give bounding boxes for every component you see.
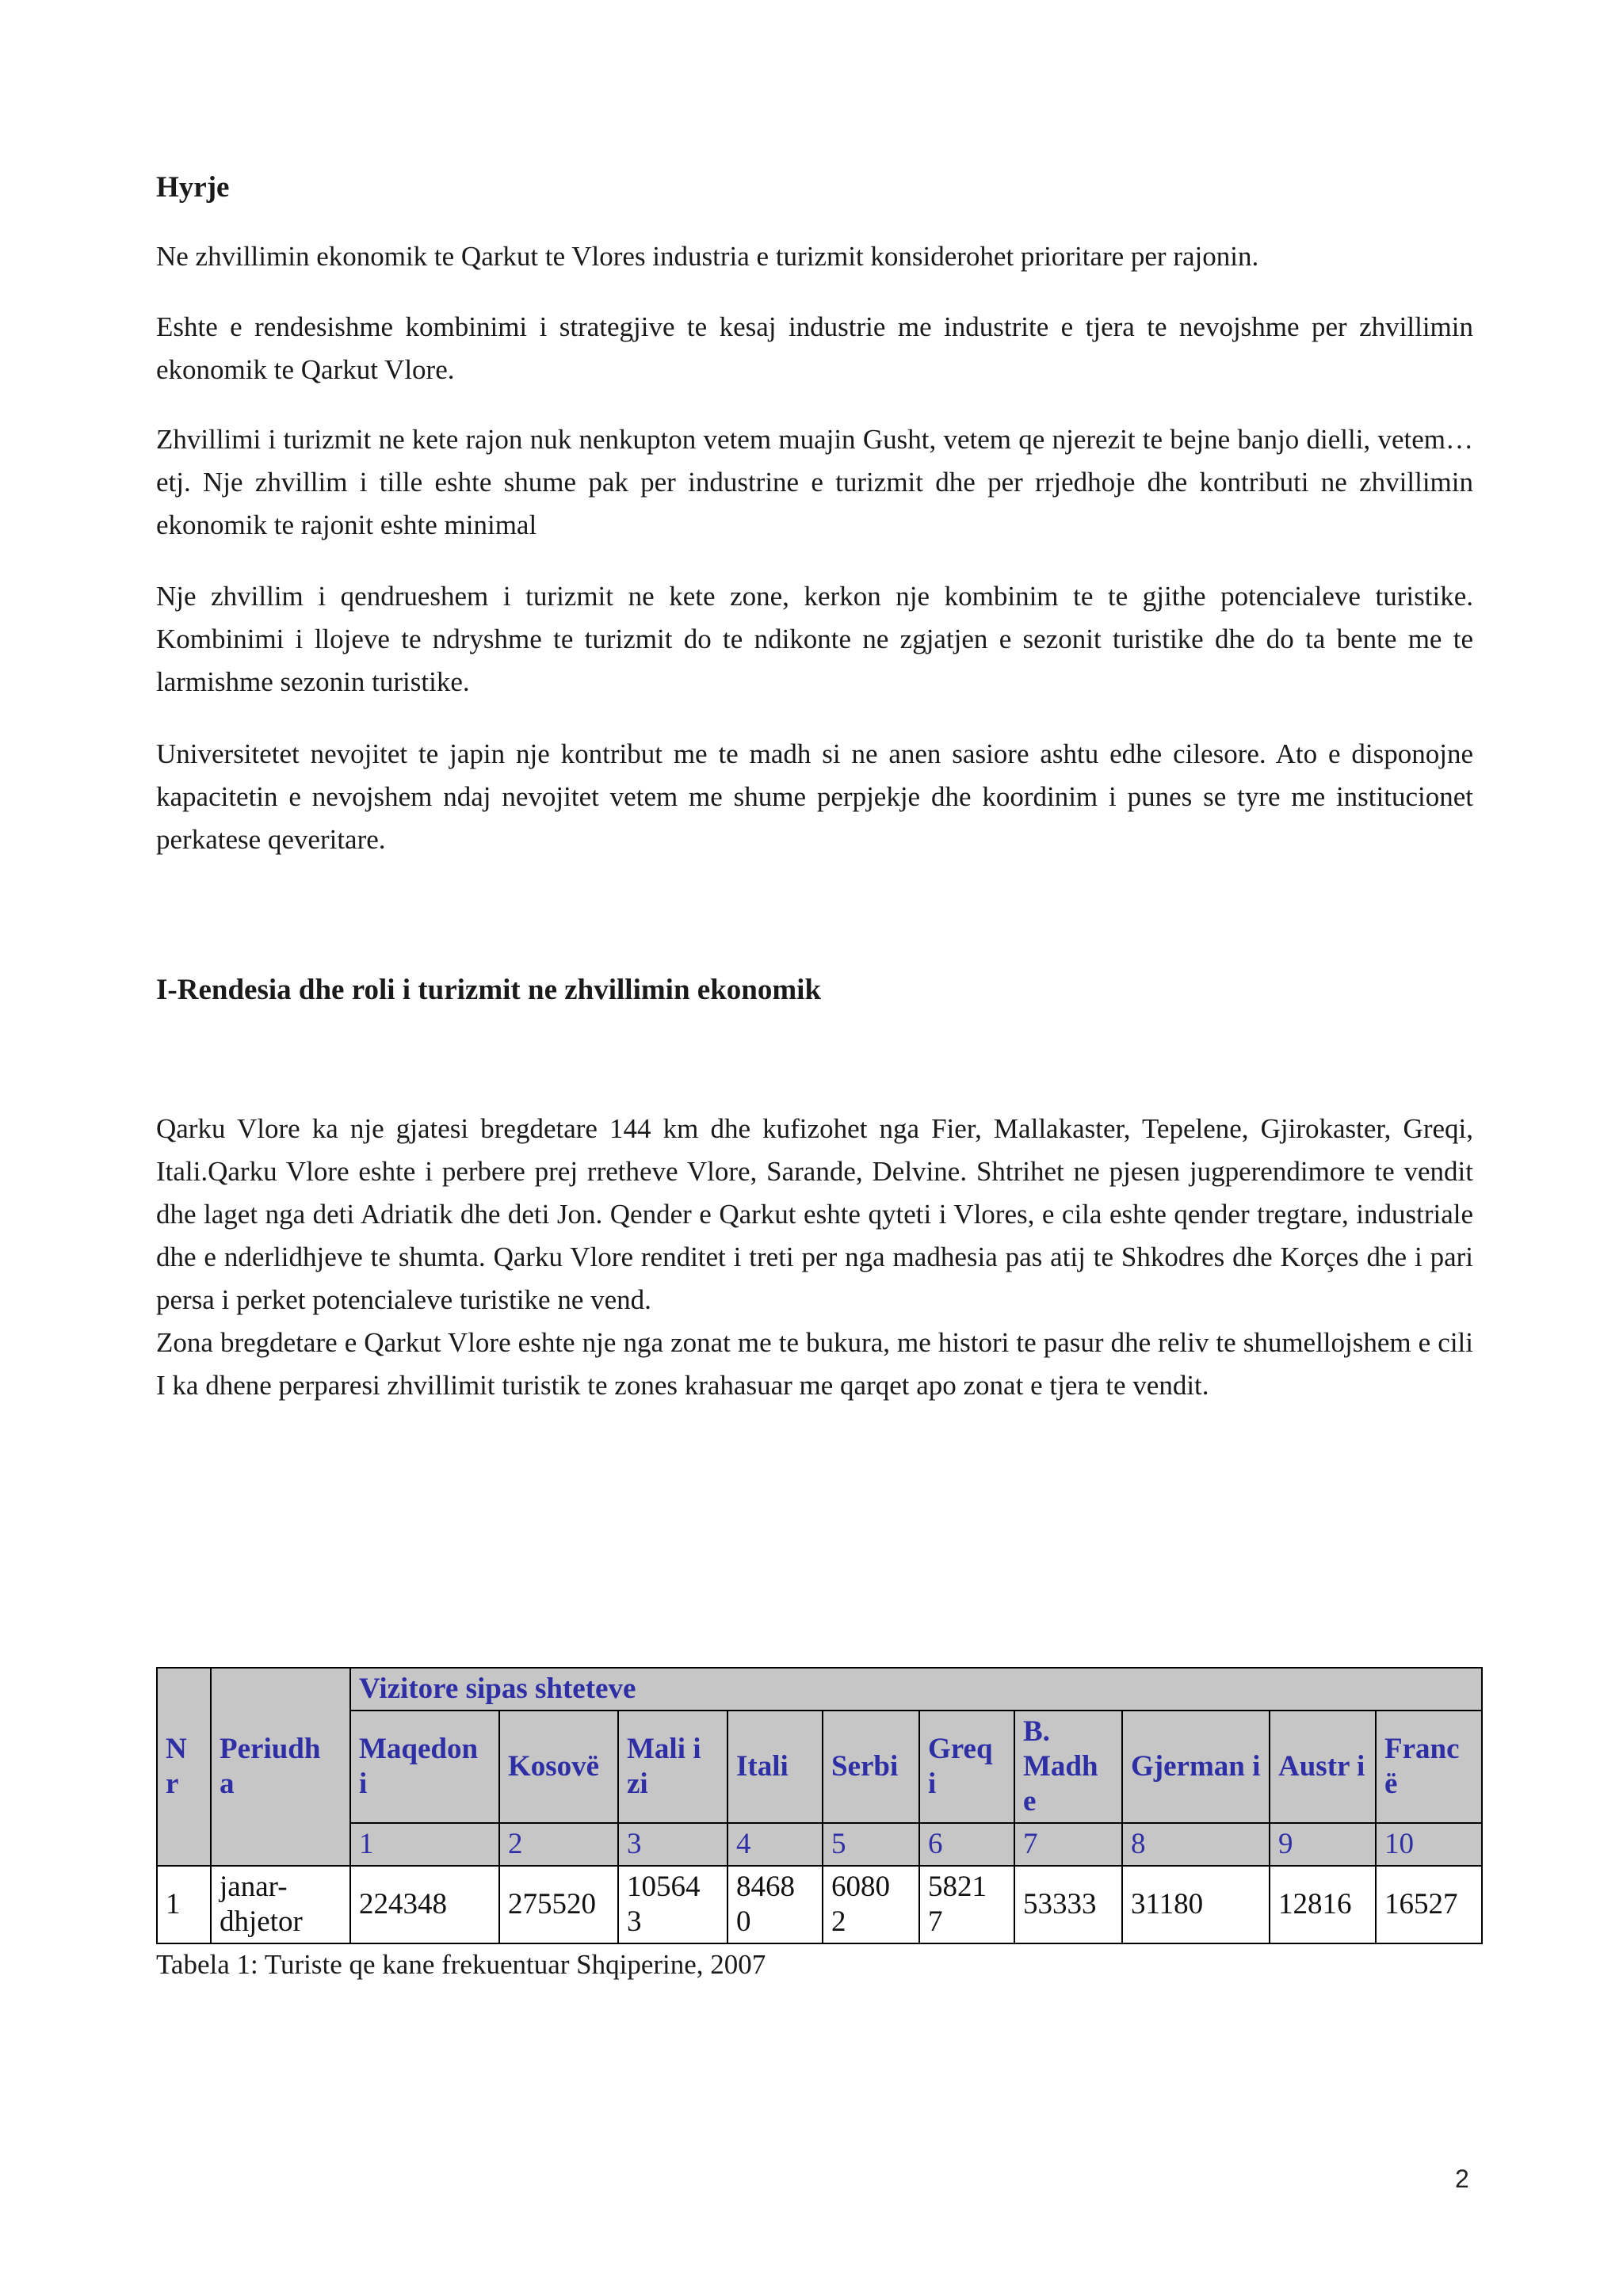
intro-paragraph-3: Zhvillimi i turizmit ne kete rajon nuk nenkupton vetem muajin Gusht, vetem qe njerezit te bejne banjo dielli, vetem…etj. Nje zhvillim i tille eshte shume pak per industrine e turizmit dhe per rrjedhoje dhe kontributi ne zhvillimin ekonomik te rajonit eshte minimal bbox=[156, 424, 1473, 540]
row-value: 10564 3 bbox=[618, 1866, 727, 1943]
intro-section bbox=[156, 166, 1473, 861]
header-country: Maqedon i bbox=[350, 1711, 499, 1823]
heading-intro: Hyrje bbox=[156, 171, 230, 204]
page-number: 2 bbox=[1455, 2164, 1469, 2193]
header-number: 4 bbox=[727, 1823, 823, 1866]
row-value: 6080 2 bbox=[823, 1866, 919, 1943]
row-value: 224348 bbox=[350, 1866, 499, 1943]
header-country: Itali bbox=[727, 1711, 823, 1823]
table-caption: Tabela 1: Turiste qe kane frekuentuar Shqiperine, 2007 bbox=[156, 1949, 766, 1980]
tourist-table bbox=[156, 1667, 1483, 1944]
table-header-row-numbers bbox=[157, 1823, 1482, 1866]
row-nr: 1 bbox=[157, 1866, 211, 1943]
row-value: 31180 bbox=[1122, 1866, 1270, 1943]
header-number: 1 bbox=[350, 1823, 499, 1866]
section-paragraph-b: Zona bregdetare e Qarkut Vlore eshte nje nga zonat me te bukura, me histori te pasur dhe reliv te shumellojshem e cili I ka dhene perparesi zhvillimit turistik te zones krahasuar me qarqet apo zonat e tjera te vendit. bbox=[156, 1327, 1473, 1401]
header-country: Mali i zi bbox=[618, 1711, 727, 1823]
header-period: Periudh a bbox=[211, 1668, 350, 1866]
intro-paragraph-5: Universitetet nevojitet te japin nje kontribut me te madh si ne anen sasiore ashtu edhe cilesore. Ato e disponojne kapacitetin e nevojshem ndaj nevojitet vetem me shume perpjekje dhe koordinim i punes se tyre me institucionet perkatese qeveritare. bbox=[156, 738, 1473, 855]
header-number: 7 bbox=[1014, 1823, 1122, 1866]
header-country: B. Madh e bbox=[1014, 1711, 1122, 1823]
heading-section: I-Rendesia dhe roli i turizmit ne zhvillimin ekonomik bbox=[156, 974, 822, 1006]
table-row bbox=[157, 1866, 1482, 1943]
row-value: 5821 7 bbox=[919, 1866, 1014, 1943]
header-country: Austr i bbox=[1270, 1711, 1376, 1823]
tourist-table-container bbox=[156, 1667, 1481, 1982]
header-number: 9 bbox=[1270, 1823, 1376, 1866]
intro-paragraph-1: Ne zhvillimin ekonomik te Qarkut te Vlores industria e turizmit konsiderohet prioritare per rajonin. bbox=[156, 241, 1259, 272]
intro-paragraph-2: Eshte e rendesishme kombinimi i strategjive te kesaj industrie me industrite e tjera te nevojshme per zhvillimin ekonomik te Qarkut Vlore. bbox=[156, 311, 1473, 385]
row-value: 16527 bbox=[1376, 1866, 1482, 1943]
header-number: 3 bbox=[618, 1823, 727, 1866]
header-number: 5 bbox=[823, 1823, 919, 1866]
row-period: janar-dhjetor bbox=[211, 1866, 350, 1943]
header-country: Kosovë bbox=[499, 1711, 618, 1823]
header-country: Gjerman i bbox=[1122, 1711, 1270, 1823]
header-number: 2 bbox=[499, 1823, 618, 1866]
header-group: Vizitore sipas shteteve bbox=[350, 1668, 1482, 1711]
row-value: 275520 bbox=[499, 1866, 618, 1943]
header-number: 6 bbox=[919, 1823, 1014, 1866]
header-number: 8 bbox=[1122, 1823, 1270, 1866]
intro-paragraph-4: Nje zhvillim i qendrueshem i turizmit ne kete zone, kerkon nje kombinim te te gjithe potencialeve turistike. Kombinimi i llojeve te ndryshme te turizmit do te ndikonte ne zgjatjen e sezonit turistike dhe do ta bente me te larmishme sezonin turistike. bbox=[156, 581, 1473, 697]
header-nr: N r bbox=[157, 1668, 211, 1866]
section-paragraph-a: Qarku Vlore ka nje gjatesi bregdetare 144 km dhe kufizohet nga Fier, Mallakaster, Tepelene, Gjirokaster, Greqi, Itali.Qarku Vlore eshte i perbere prej rretheve Vlore, Sarande, Delvine. Shtrihet ne pjesen jugperendimore te vendit dhe laget nga deti Adriatik dhe deti Jon. Qender e Qarkut eshte qyteti i Vlores, e cila eshte qender tregtare, industriale dhe e nderlidhjeve te shumta. Qarku Vlore renditet i treti per nga madhesia pas atij te Shkodres dhe Korçes dhe i pari persa i perket potencialeve turistike ne vend. bbox=[156, 1113, 1473, 1315]
header-country: Franc ë bbox=[1376, 1711, 1482, 1823]
table-header-row-group bbox=[157, 1668, 1482, 1711]
header-country: Serbi bbox=[823, 1711, 919, 1823]
row-value: 12816 bbox=[1270, 1866, 1376, 1943]
header-country: Greq i bbox=[919, 1711, 1014, 1823]
row-value: 8468 0 bbox=[727, 1866, 823, 1943]
table-header-row-countries bbox=[157, 1711, 1482, 1823]
header-number: 10 bbox=[1376, 1823, 1482, 1866]
row-value: 53333 bbox=[1014, 1866, 1122, 1943]
section-body bbox=[156, 1108, 1473, 1407]
